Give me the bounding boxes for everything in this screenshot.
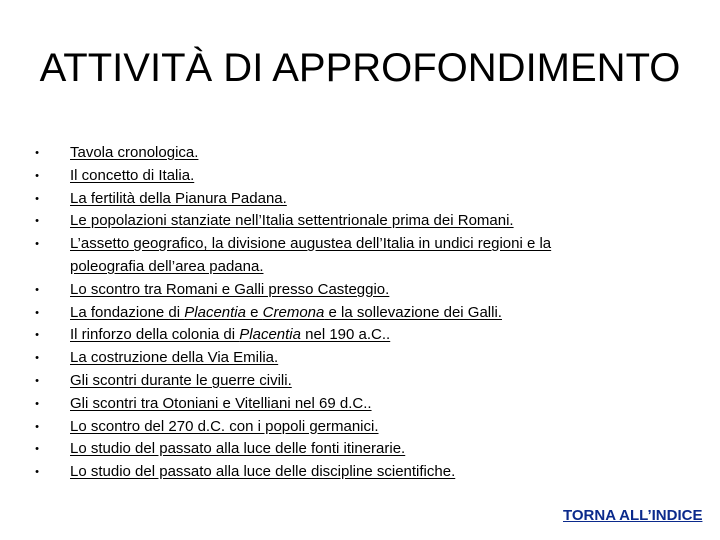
- link-fertilita-pianura-padana[interactable]: La fertilità della Pianura Padana.: [70, 189, 287, 207]
- bullet-icon: •: [35, 329, 39, 342]
- bullet-icon: •: [35, 192, 39, 205]
- bullet-icon: •: [35, 238, 39, 251]
- link-guerre-civili[interactable]: Gli scontri durante le guerre civili.: [70, 371, 292, 389]
- bullet-icon: •: [35, 306, 39, 319]
- link-text-placentia: Placentia: [239, 326, 301, 344]
- list-item: [35, 165, 600, 188]
- bullet-icon: •: [35, 147, 39, 159]
- list-item: [35, 279, 600, 302]
- list-item: [35, 188, 600, 211]
- list-item: [35, 302, 600, 325]
- link-popolazioni-stanziate[interactable]: Le popolazioni stanziate nell’Italia settentrionale prima dei Romani.: [70, 212, 514, 230]
- list-item: [35, 393, 600, 416]
- link-text: e la sollevazione dei Galli.: [324, 303, 502, 321]
- bullet-icon: •: [35, 283, 39, 296]
- link-concetto-italia[interactable]: Il concetto di Italia.: [70, 166, 195, 184]
- list-item: [35, 233, 600, 279]
- link-text: nel 190 a.C..: [300, 326, 391, 344]
- list-item: [35, 438, 600, 461]
- link-tavola-cronologica[interactable]: Tavola cronologica.: [70, 144, 199, 161]
- link-text: e: [245, 303, 263, 321]
- link-otoniani-vitelliani[interactable]: Gli scontri tra Otoniani e Vitelliani nel 69 d.C..: [70, 394, 372, 412]
- link-rinforzo-placentia[interactable]: [70, 326, 390, 343]
- link-text-placentia: Placentia: [184, 303, 246, 321]
- bullet-icon: •: [35, 466, 39, 479]
- bullet-icon: •: [35, 169, 39, 182]
- list-item: [35, 324, 600, 347]
- link-text: La fondazione di: [70, 303, 185, 321]
- link-popoli-germanici[interactable]: Lo scontro del 270 d.C. con i popoli germanici.: [70, 417, 379, 435]
- back-to-index-link[interactable]: TORNA ALL’INDICE: [563, 507, 703, 524]
- list-item: [35, 461, 600, 484]
- bullet-icon: •: [35, 420, 39, 433]
- link-via-emilia[interactable]: La costruzione della Via Emilia.: [70, 349, 279, 367]
- list-item: [35, 416, 600, 439]
- link-fondazione-placentia-cremona[interactable]: [70, 304, 502, 321]
- bullet-icon: •: [35, 374, 39, 387]
- list-item: [35, 142, 600, 165]
- list-item: [35, 210, 600, 233]
- link-text: Il rinforzo della colonia di: [70, 326, 240, 344]
- bullet-icon: •: [35, 443, 39, 456]
- bullet-icon: •: [35, 215, 39, 228]
- activity-link-list: [35, 142, 600, 484]
- bullet-icon: •: [35, 397, 39, 410]
- list-item: [35, 347, 600, 370]
- link-fonti-itinerarie[interactable]: Lo studio del passato alla luce delle fonti itinerarie.: [70, 440, 406, 458]
- bullet-icon: •: [35, 352, 39, 365]
- link-text-cremona: Cremona: [262, 303, 325, 321]
- link-assetto-geografico[interactable]: L’assetto geografico, la divisione augustea dell’Italia in undici regioni e la poleografia dell’area padana.: [70, 235, 552, 275]
- list-item: [35, 370, 600, 393]
- link-discipline-scientifiche[interactable]: Lo studio del passato alla luce delle discipline scientifiche.: [70, 463, 456, 481]
- link-scontro-casteggio[interactable]: Lo scontro tra Romani e Galli presso Casteggio.: [70, 280, 390, 298]
- slide-title: ATTIVITÀ DI APPROFONDIMENTO: [39, 46, 681, 90]
